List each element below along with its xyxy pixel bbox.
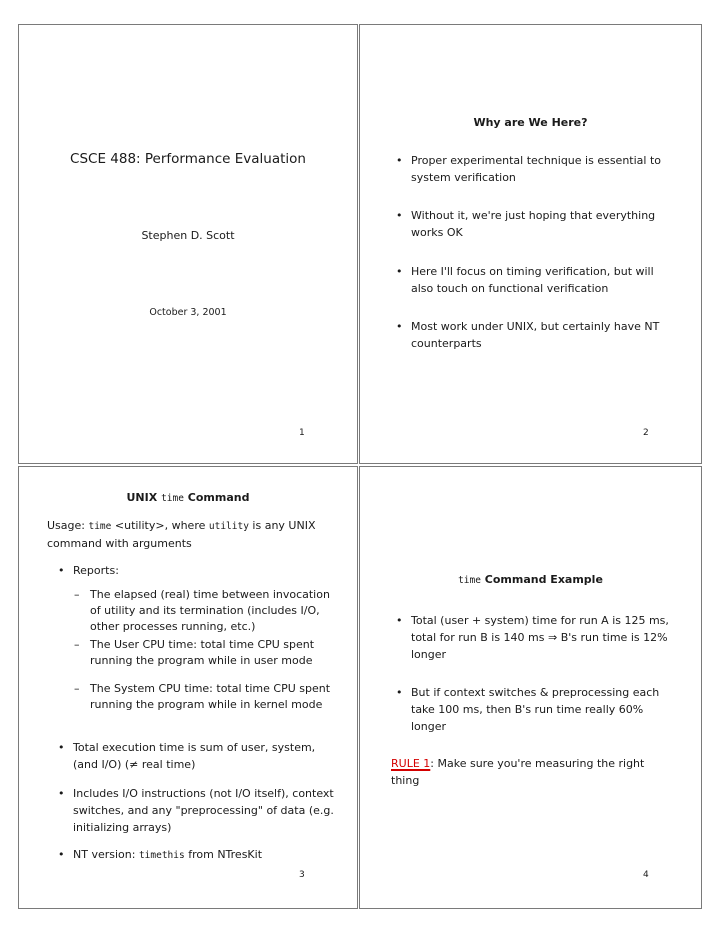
bullet-item: • Total execution time is sum of user, system, (and I/O) (≠ real time)	[58, 741, 316, 771]
bullet-item: • Here I'll focus on timing verification, but will also touch on functional verification	[396, 265, 654, 295]
code-timethis: timethis	[138, 850, 185, 861]
page-number: 4	[643, 870, 649, 880]
slide-2	[359, 24, 702, 464]
code-time: time	[458, 575, 481, 586]
usage-text: Usage: time <utility>, where utility is any UNIX command with arguments	[47, 519, 316, 550]
slide-title: CSCE 488: Performance Evaluation	[70, 151, 306, 167]
code-time: time	[161, 493, 184, 504]
slide-heading: Why are We Here?	[473, 116, 588, 129]
rule-label: RULE 1	[391, 757, 431, 770]
bullet-item: • But if context switches & preprocessing each take 100 ms, then B's run time really 60% longer	[396, 686, 660, 733]
bullet-item: • Most work under UNIX, but certainly have NT counterparts	[396, 320, 660, 350]
slide-1	[18, 24, 358, 464]
bullet-item: • Without it, we're just hoping that everything works OK	[396, 209, 656, 239]
page-number: 1	[299, 428, 305, 438]
page-number: 3	[299, 870, 305, 880]
slide-heading: UNIX time Command	[126, 491, 250, 504]
sub-item: – The User CPU time: total time CPU spent running the program while in user mode	[74, 638, 315, 667]
sub-item: – The System CPU time: total time CPU spent running the program while in kernel mode	[74, 682, 331, 711]
slide-3	[18, 466, 358, 909]
bullet-item: • NT version: timethis from NTresKit	[58, 848, 263, 861]
bullet-item: • Includes I/O instructions (not I/O itself), context switches, and any "preprocessing" of data (e.g. initializing arrays)	[58, 787, 334, 834]
rule-statement: RULE 1: Make sure you're measuring the right thing	[391, 757, 645, 787]
slide-heading: time Command Example	[458, 573, 603, 586]
page-number: 2	[643, 428, 649, 438]
slide-4	[359, 466, 702, 909]
date: October 3, 2001	[149, 307, 227, 318]
bullet-item: • Reports:	[58, 564, 119, 577]
bullet-item: • Total (user + system) time for run A is 125 ms, total for run B is 140 ms ⇒ B's run time is 12% longer	[396, 614, 669, 661]
author: Stephen D. Scott	[141, 229, 235, 242]
bullet-item: • Proper experimental technique is essential to system verification	[396, 154, 661, 184]
sub-item: – The elapsed (real) time between invocation of utility and its termination (includes I/O, other processes running, etc.)	[74, 588, 330, 633]
